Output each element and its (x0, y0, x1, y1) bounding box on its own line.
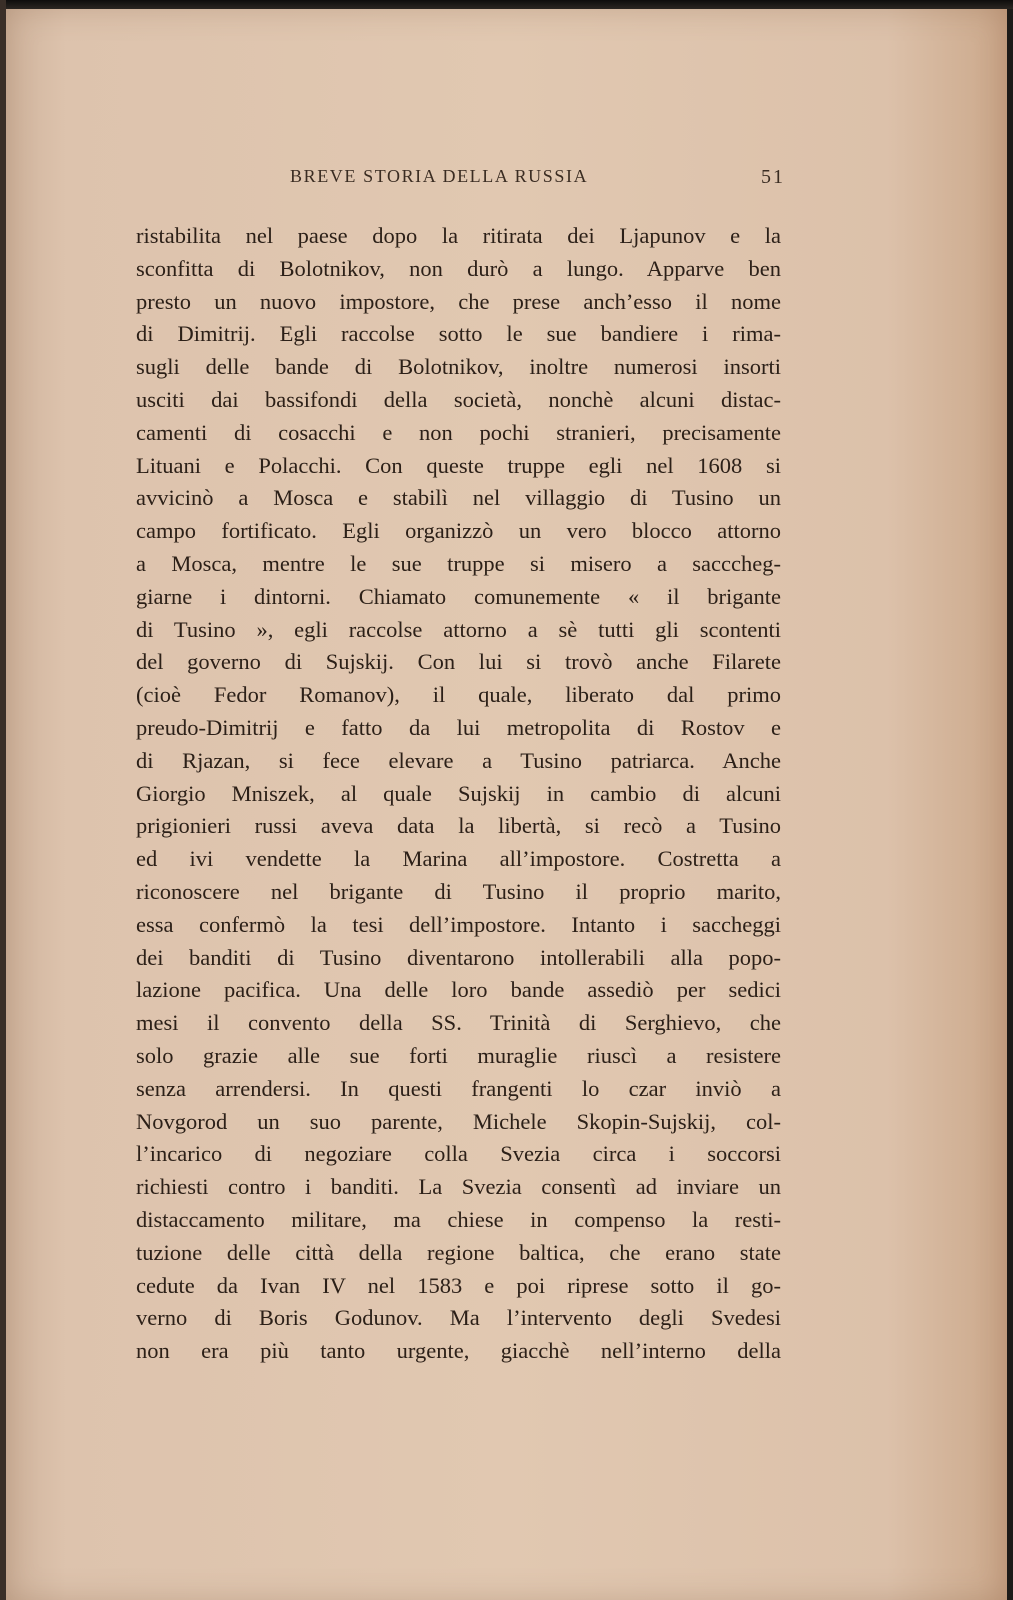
text-line: usciti dai bassifondi della società, nonchè alcuni distac- (136, 386, 781, 412)
page-header (135, 166, 785, 192)
text-line: solo grazie alle sue forti muraglie riuscì a resistere (136, 1042, 781, 1068)
text-line: di Tusino », egli raccolse attorno a sè tutti gli scontenti (136, 616, 781, 642)
text-line: lazione pacifica. Una delle loro bande assediò per sedici (136, 977, 781, 1003)
text-line: mesi il convento della SS. Trinità di Serghievo, che (136, 1010, 781, 1036)
text-line: distaccamento militare, ma chiese in compenso la resti- (136, 1206, 781, 1232)
text-line: Novgorod un suo parente, Michele Skopin-Sujskij, col- (136, 1108, 781, 1134)
text-line: prigionieri russi aveva data la libertà, si recò a Tusino (136, 813, 781, 839)
text-line: verno di Boris Godunov. Ma l’intervento degli Svedesi (136, 1305, 781, 1331)
text-line: Lituani e Polacchi. Con queste truppe egli nel 1608 si (136, 452, 781, 478)
text-line: ristabilita nel paese dopo la ritirata dei Ljapunov e la (136, 223, 781, 248)
text-line: ed ivi vendette la Marina all’impostore. Costretta a (136, 846, 781, 872)
text-line: Giorgio Mniszek, al quale Sujskij in cambio di alcuni (136, 780, 781, 806)
running-title: BREVE STORIA DELLA RUSSIA (290, 166, 589, 186)
text-line: camenti di cosacchi e non pochi stranieri, precisamente (136, 419, 781, 445)
text-line: dei banditi di Tusino diventarono intollerabili alla popo- (136, 944, 781, 970)
text-line: non era più tanto urgente, giacchè nell’interno della (136, 1338, 781, 1364)
text-line: cedute da Ivan IV nel 1583 e poi riprese sotto il go- (136, 1272, 781, 1298)
text-line: presto un nuovo impostore, che prese anch’esso il nome (136, 288, 781, 314)
text-line: richiesti contro i banditi. La Svezia consentì ad inviare un (136, 1174, 781, 1200)
scan-top-edge (0, 0, 1013, 9)
text-line: del governo di Sujskij. Con lui si trovò anche Filarete (136, 649, 781, 675)
text-line: sugli delle bande di Bolotnikov, inoltre numerosi insorti (136, 354, 781, 380)
text-line: sconfitta di Bolotnikov, non durò a lungo. Apparve ben (136, 255, 781, 281)
text-line: tuzione delle città della regione baltica, che erano state (136, 1239, 781, 1265)
text-line: riconoscere nel brigante di Tusino il proprio marito, (136, 878, 781, 904)
text-line: senza arrendersi. In questi frangenti lo czar inviò a (136, 1075, 781, 1101)
text-line: giarne i dintorni. Chiamato comunemente « il brigante (136, 583, 781, 609)
text-line: campo fortificato. Egli organizzò un vero blocco attorno (136, 518, 781, 544)
text-line: di Dimitrij. Egli raccolse sotto le sue bandiere i rima- (136, 321, 781, 347)
text-line: preudo-Dimitrij e fatto da lui metropolita di Rostov e (136, 714, 781, 740)
text-line: avvicinò a Mosca e stabilì nel villaggio di Tusino un (136, 485, 781, 511)
text-line: di Rjazan, si fece elevare a Tusino patriarca. Anche (136, 747, 781, 773)
page-number: 51 (761, 166, 785, 188)
body-text (136, 220, 781, 1368)
text-line: a Mosca, mentre le sue truppe si misero a sacccheg- (136, 550, 781, 576)
text-line: (cioè Fedor Romanov), il quale, liberato dal primo (136, 682, 781, 708)
text-line: essa confermò la tesi dell’impostore. Intanto i saccheggi (136, 911, 781, 937)
text-line: l’incarico di negoziare colla Svezia circa i soccorsi (136, 1141, 781, 1167)
